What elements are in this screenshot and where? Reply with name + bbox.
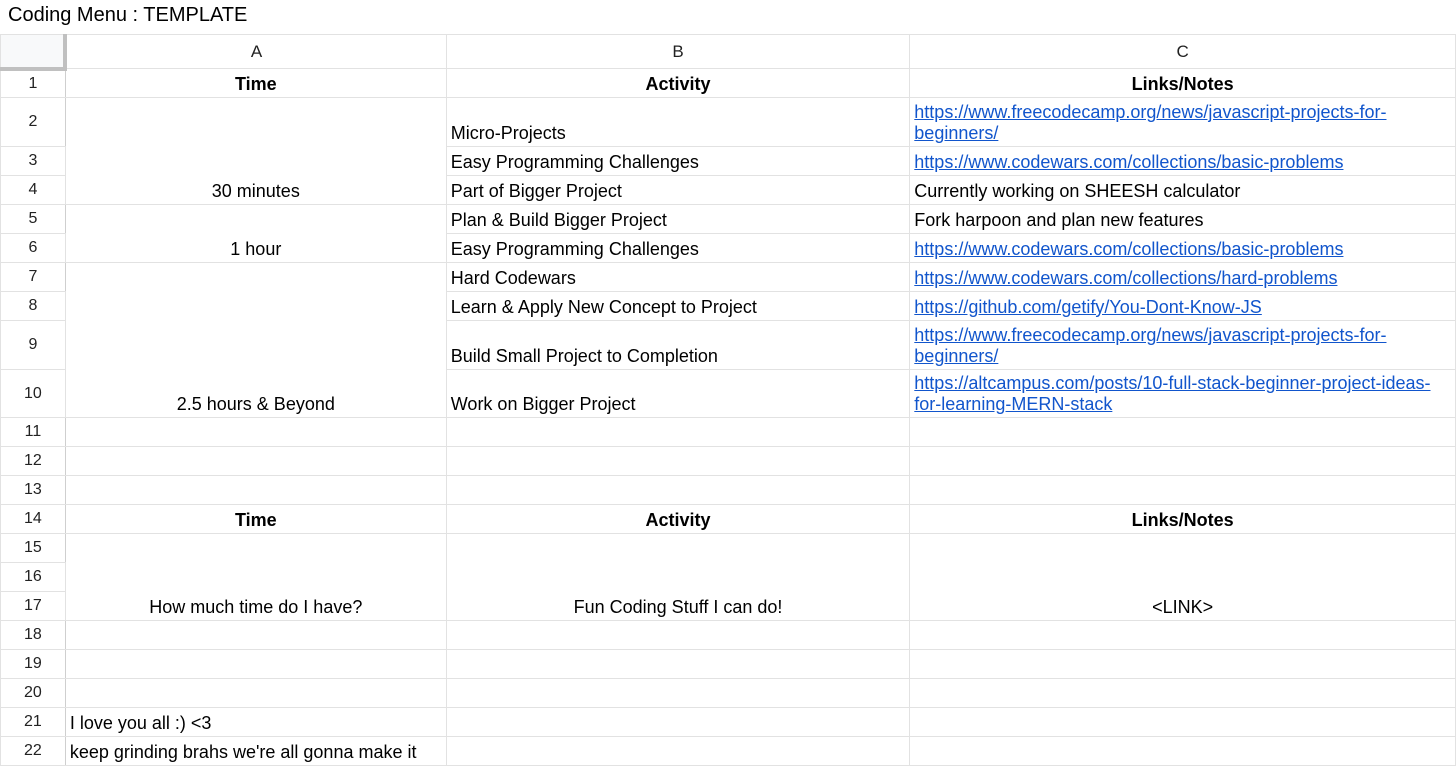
time-group-cell[interactable]: 2.5 hours & Beyond bbox=[65, 263, 446, 418]
activity-cell[interactable]: Work on Bigger Project bbox=[446, 370, 910, 418]
activity-cell[interactable]: Learn & Apply New Concept to Project bbox=[446, 292, 910, 321]
empty-cell[interactable] bbox=[65, 418, 446, 447]
empty-cell[interactable] bbox=[446, 418, 910, 447]
row-header[interactable]: 2 bbox=[1, 98, 66, 147]
row-header[interactable]: 13 bbox=[1, 476, 66, 505]
sheet-title: Coding Menu : TEMPLATE bbox=[0, 0, 1456, 34]
column-header-c[interactable]: C bbox=[910, 35, 1456, 69]
activity-cell[interactable]: Easy Programming Challenges bbox=[446, 234, 910, 263]
time-group-cell[interactable]: 30 minutes bbox=[65, 98, 446, 205]
empty-cell[interactable] bbox=[910, 708, 1456, 737]
row-header[interactable]: 20 bbox=[1, 679, 66, 708]
empty-cell[interactable] bbox=[446, 708, 910, 737]
empty-cell[interactable] bbox=[446, 737, 910, 766]
note-cell[interactable]: Currently working on SHEESH calculator bbox=[910, 176, 1456, 205]
empty-cell[interactable] bbox=[65, 447, 446, 476]
row-header[interactable]: 6 bbox=[1, 234, 66, 263]
empty-cell[interactable] bbox=[910, 650, 1456, 679]
row-header[interactable]: 22 bbox=[1, 737, 66, 766]
empty-cell[interactable] bbox=[910, 737, 1456, 766]
empty-cell[interactable] bbox=[910, 476, 1456, 505]
link[interactable]: https://www.freecodecamp.org/news/javascript-projects-for-beginners/ bbox=[914, 102, 1387, 143]
row-header[interactable]: 17 bbox=[1, 592, 66, 621]
link-cell[interactable] bbox=[910, 370, 1456, 418]
row-header[interactable]: 5 bbox=[1, 205, 66, 234]
spreadsheet-grid bbox=[0, 34, 1456, 766]
activity-cell[interactable]: Part of Bigger Project bbox=[446, 176, 910, 205]
activity-cell[interactable]: Hard Codewars bbox=[446, 263, 910, 292]
row-header[interactable]: 1 bbox=[1, 69, 66, 98]
note-cell[interactable]: Fork harpoon and plan new features bbox=[910, 205, 1456, 234]
link-cell[interactable] bbox=[910, 147, 1456, 176]
row-header[interactable]: 15 bbox=[1, 534, 66, 563]
header-links-cell[interactable]: Links/Notes bbox=[910, 505, 1456, 534]
empty-cell[interactable] bbox=[910, 447, 1456, 476]
template-activity-cell[interactable]: Fun Coding Stuff I can do! bbox=[446, 534, 910, 621]
link[interactable]: https://www.freecodecamp.org/news/javascript-projects-for-beginners/ bbox=[914, 325, 1387, 366]
row-header[interactable]: 19 bbox=[1, 650, 66, 679]
row-header[interactable]: 11 bbox=[1, 418, 66, 447]
link-cell[interactable] bbox=[910, 292, 1456, 321]
empty-cell[interactable] bbox=[910, 679, 1456, 708]
row-header[interactable]: 14 bbox=[1, 505, 66, 534]
row-header[interactable]: 7 bbox=[1, 263, 66, 292]
activity-cell[interactable]: Plan & Build Bigger Project bbox=[446, 205, 910, 234]
link-cell[interactable] bbox=[910, 98, 1456, 147]
row-header[interactable]: 4 bbox=[1, 176, 66, 205]
select-all-corner[interactable] bbox=[1, 35, 66, 69]
header-activity-cell[interactable]: Activity bbox=[446, 69, 910, 98]
column-header-b[interactable]: B bbox=[446, 35, 910, 69]
link[interactable]: https://www.codewars.com/collections/basic-problems bbox=[914, 152, 1344, 172]
header-time-cell[interactable]: Time bbox=[65, 505, 446, 534]
row-header[interactable]: 10 bbox=[1, 370, 66, 418]
link-cell[interactable] bbox=[910, 263, 1456, 292]
empty-cell[interactable] bbox=[446, 621, 910, 650]
row-header[interactable]: 8 bbox=[1, 292, 66, 321]
link-cell[interactable] bbox=[910, 321, 1456, 370]
header-time-cell[interactable]: Time bbox=[65, 69, 446, 98]
row-header[interactable]: 9 bbox=[1, 321, 66, 370]
link[interactable]: https://altcampus.com/posts/10-full-stack-beginner-project-ideas-for-learning-MERN-stack bbox=[914, 373, 1431, 414]
row-header[interactable]: 21 bbox=[1, 708, 66, 737]
empty-cell[interactable] bbox=[446, 679, 910, 708]
empty-cell[interactable] bbox=[65, 679, 446, 708]
link-cell[interactable] bbox=[910, 234, 1456, 263]
empty-cell[interactable] bbox=[446, 476, 910, 505]
column-header-a[interactable]: A bbox=[65, 35, 446, 69]
empty-cell[interactable] bbox=[910, 621, 1456, 650]
empty-cell[interactable] bbox=[910, 418, 1456, 447]
header-links-cell[interactable]: Links/Notes bbox=[910, 69, 1456, 98]
row-header[interactable]: 3 bbox=[1, 147, 66, 176]
empty-cell[interactable] bbox=[65, 476, 446, 505]
link[interactable]: https://www.codewars.com/collections/hard-problems bbox=[914, 268, 1338, 288]
link[interactable]: https://www.codewars.com/collections/basic-problems bbox=[914, 239, 1344, 259]
row-header[interactable]: 16 bbox=[1, 563, 66, 592]
activity-cell[interactable]: Easy Programming Challenges bbox=[446, 147, 910, 176]
empty-cell[interactable] bbox=[65, 650, 446, 679]
row-header[interactable]: 18 bbox=[1, 621, 66, 650]
footer-note-cell[interactable]: keep grinding brahs we're all gonna make it bbox=[65, 737, 446, 766]
empty-cell[interactable] bbox=[65, 621, 446, 650]
time-group-cell[interactable]: 1 hour bbox=[65, 205, 446, 263]
row-header[interactable]: 12 bbox=[1, 447, 66, 476]
link[interactable]: https://github.com/getify/You-Dont-Know-JS bbox=[914, 297, 1262, 317]
footer-note-cell[interactable]: I love you all :) <3 bbox=[65, 708, 446, 737]
header-activity-cell[interactable]: Activity bbox=[446, 505, 910, 534]
empty-cell[interactable] bbox=[446, 447, 910, 476]
template-time-cell[interactable]: How much time do I have? bbox=[65, 534, 446, 621]
activity-cell[interactable]: Micro-Projects bbox=[446, 98, 910, 147]
empty-cell[interactable] bbox=[446, 650, 910, 679]
template-link-cell[interactable]: <LINK> bbox=[910, 534, 1456, 621]
activity-cell[interactable]: Build Small Project to Completion bbox=[446, 321, 910, 370]
